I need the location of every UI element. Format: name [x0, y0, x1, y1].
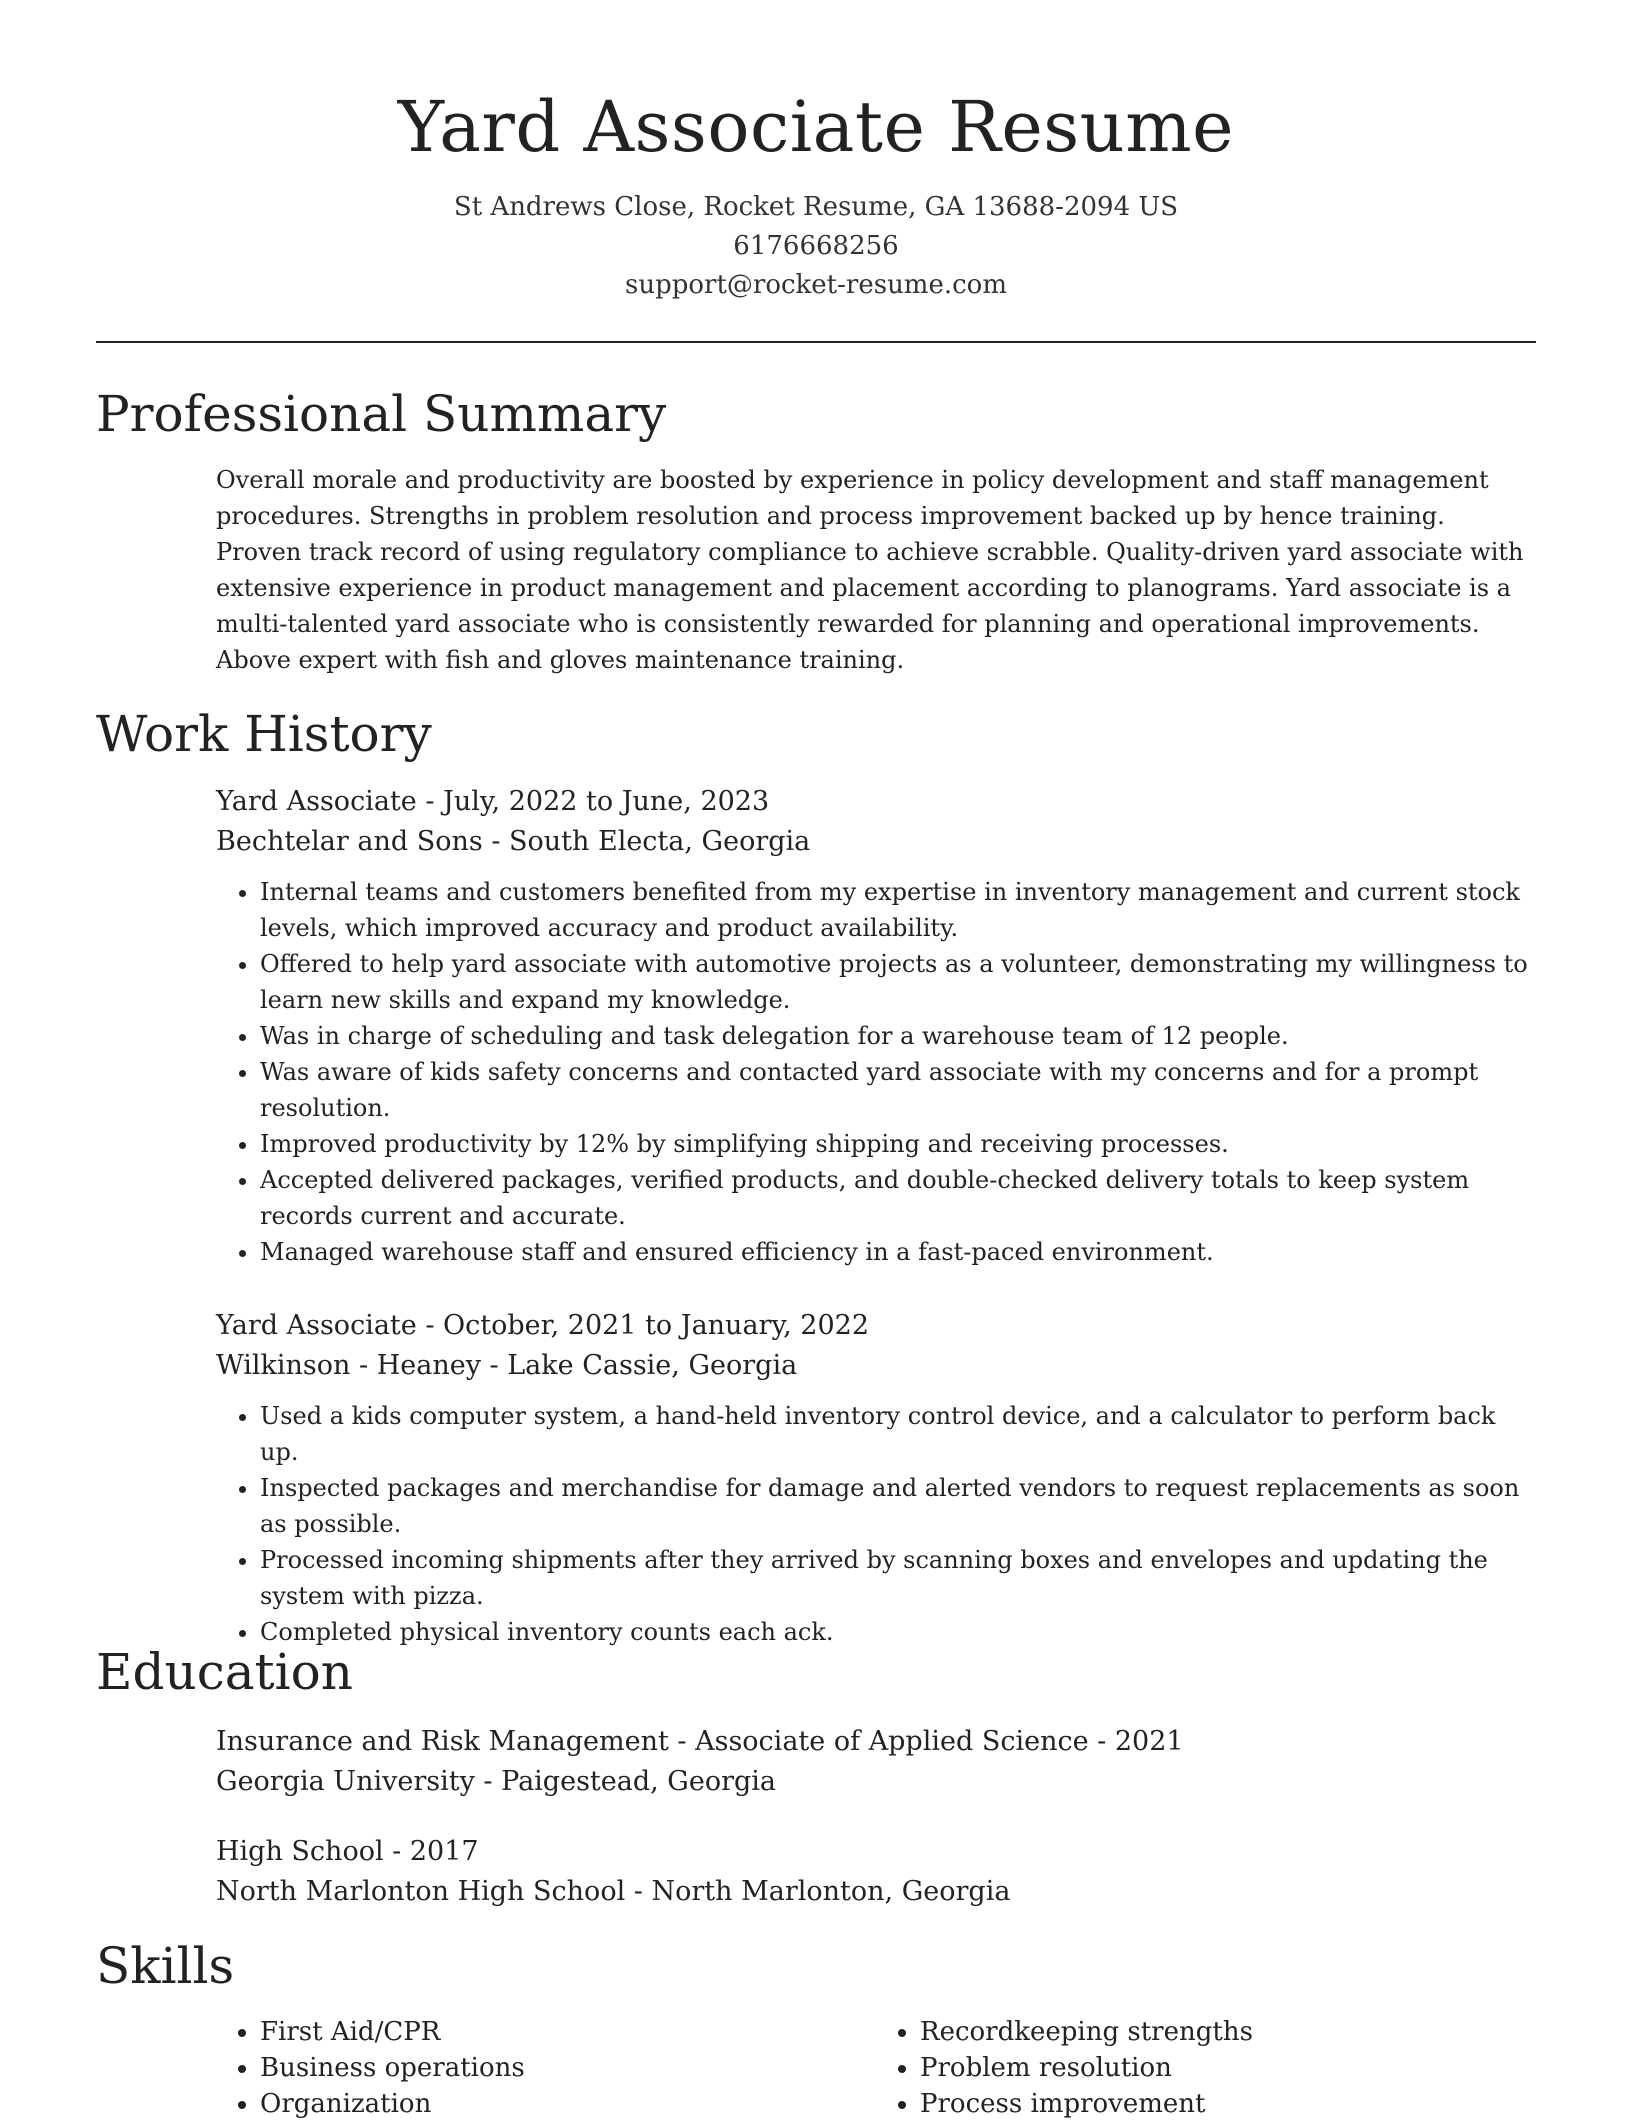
- job-title-line: [216, 1306, 1536, 1346]
- resume-title: Yard Associate Resume: [397, 86, 1235, 168]
- list-item: • Improved productivity by 12% by simplifying shipping and receiving processes.: [260, 1126, 1536, 1162]
- section-title-summary: Professional Summary: [96, 385, 667, 443]
- list-item: • Processed incoming shipments after they arrived by scanning boxes and envelopes and updating the system with pizza.: [260, 1542, 1536, 1614]
- list-item: • Completed physical inventory counts each ack.: [260, 1614, 1536, 1650]
- job-title: Yard Associate: [216, 786, 417, 817]
- work-entry: [216, 1306, 1536, 1650]
- job-duties-list: [216, 1398, 1536, 1650]
- list-item: • Organization: [260, 2086, 876, 2122]
- list-item: • Offered to help yard associate with automotive projects as a volunteer, demonstrating my willingness to learn new skills and expand my knowledge.: [260, 946, 1536, 1018]
- job-dates: - July, 2022 to June, 2023: [416, 786, 770, 817]
- degree-year: - 2017: [383, 1836, 479, 1867]
- work-entry: [216, 782, 1536, 1270]
- list-item: • Managed warehouse staff and ensured efficiency in a fast-paced environment.: [260, 1234, 1536, 1270]
- job-location: - Lake Cassie, Georgia: [480, 1350, 798, 1381]
- degree-line: [216, 1722, 1536, 1762]
- school-location: - Paigestead, Georgia: [474, 1766, 777, 1797]
- school-name: North Marlonton High School: [216, 1876, 626, 1907]
- job-company-line: [216, 1346, 1536, 1386]
- list-item: • Process improvement: [920, 2086, 1536, 2122]
- list-item: • Used a kids computer system, a hand-held inventory control device, and a calculator to perform back up.: [260, 1398, 1536, 1470]
- list-item: • Accepted delivered packages, verified products, and double-checked delivery totals to keep system records current and accurate.: [260, 1162, 1536, 1234]
- resume-header: [0, 84, 1632, 305]
- job-title: Yard Associate: [216, 1310, 417, 1341]
- list-item: • Internal teams and customers benefited from my expertise in inventory management and current stock levels, which improved accuracy and product availability.: [260, 874, 1536, 946]
- job-company: Bechtelar and Sons: [216, 826, 483, 857]
- school-location: - North Marlonton, Georgia: [625, 1876, 1011, 1907]
- contact-block: [0, 188, 1632, 305]
- list-item: • Was aware of kids safety concerns and contacted yard associate with my concerns and for a prompt resolution.: [260, 1054, 1536, 1126]
- list-item: • Recordkeeping strengths: [920, 2014, 1536, 2050]
- school-line: [216, 1762, 1536, 1802]
- section-title-skills: Skills: [96, 1937, 235, 1995]
- job-duties-list: [216, 874, 1536, 1270]
- section-title-education: Education: [96, 1643, 353, 1701]
- education-entry: [216, 1832, 1536, 1912]
- job-dates: - October, 2021 to January, 2022: [416, 1310, 869, 1341]
- education-entry: [216, 1722, 1536, 1802]
- contact-address: St Andrews Close, Rocket Resume, GA 13688-2094 US: [453, 192, 1179, 222]
- list-item: • First Aid/CPR: [260, 2014, 876, 2050]
- contact-email: support@rocket-resume.com: [624, 270, 1007, 300]
- skills-list-right: [876, 2014, 1536, 2122]
- job-company: Wilkinson - Heaney: [216, 1350, 481, 1381]
- section-title-work-history: Work History: [96, 705, 432, 763]
- degree-name: Insurance and Risk Management - Associate of Applied Science: [216, 1726, 1089, 1757]
- summary-paragraph: Overall morale and productivity are boosted by experience in policy development and staff management procedures. Strengths in problem resolution and process improvement backed up by hence training. Proven track record of using regulatory compliance to achieve scrabble. Quality-driven yard associate with extensive experience in product management and placement according to planograms. Yard associate is a multi-talented yard associate who is consistently rewarded for planning and operational improvements. Above expert with fish and gloves maintenance training.: [216, 466, 1524, 674]
- contact-phone: 6176668256: [733, 231, 899, 261]
- list-item: • Business operations: [260, 2050, 876, 2086]
- school-line: [216, 1872, 1536, 1912]
- header-divider: [96, 341, 1536, 343]
- list-item: • Inspected packages and merchandise for damage and alerted vendors to request replacements as soon as possible.: [260, 1470, 1536, 1542]
- list-item: • Problem resolution: [920, 2050, 1536, 2086]
- job-company-line: [216, 822, 1536, 862]
- school-name: Georgia University: [216, 1766, 475, 1797]
- degree-year: - 2021: [1088, 1726, 1184, 1757]
- job-location: - South Electa, Georgia: [482, 826, 811, 857]
- degree-name: High School: [216, 1836, 384, 1867]
- skills-columns: [216, 2014, 1536, 2122]
- job-title-line: [216, 782, 1536, 822]
- degree-line: [216, 1832, 1536, 1872]
- skills-list-left: [216, 2014, 876, 2122]
- list-item: • Was in charge of scheduling and task delegation for a warehouse team of 12 people.: [260, 1018, 1536, 1054]
